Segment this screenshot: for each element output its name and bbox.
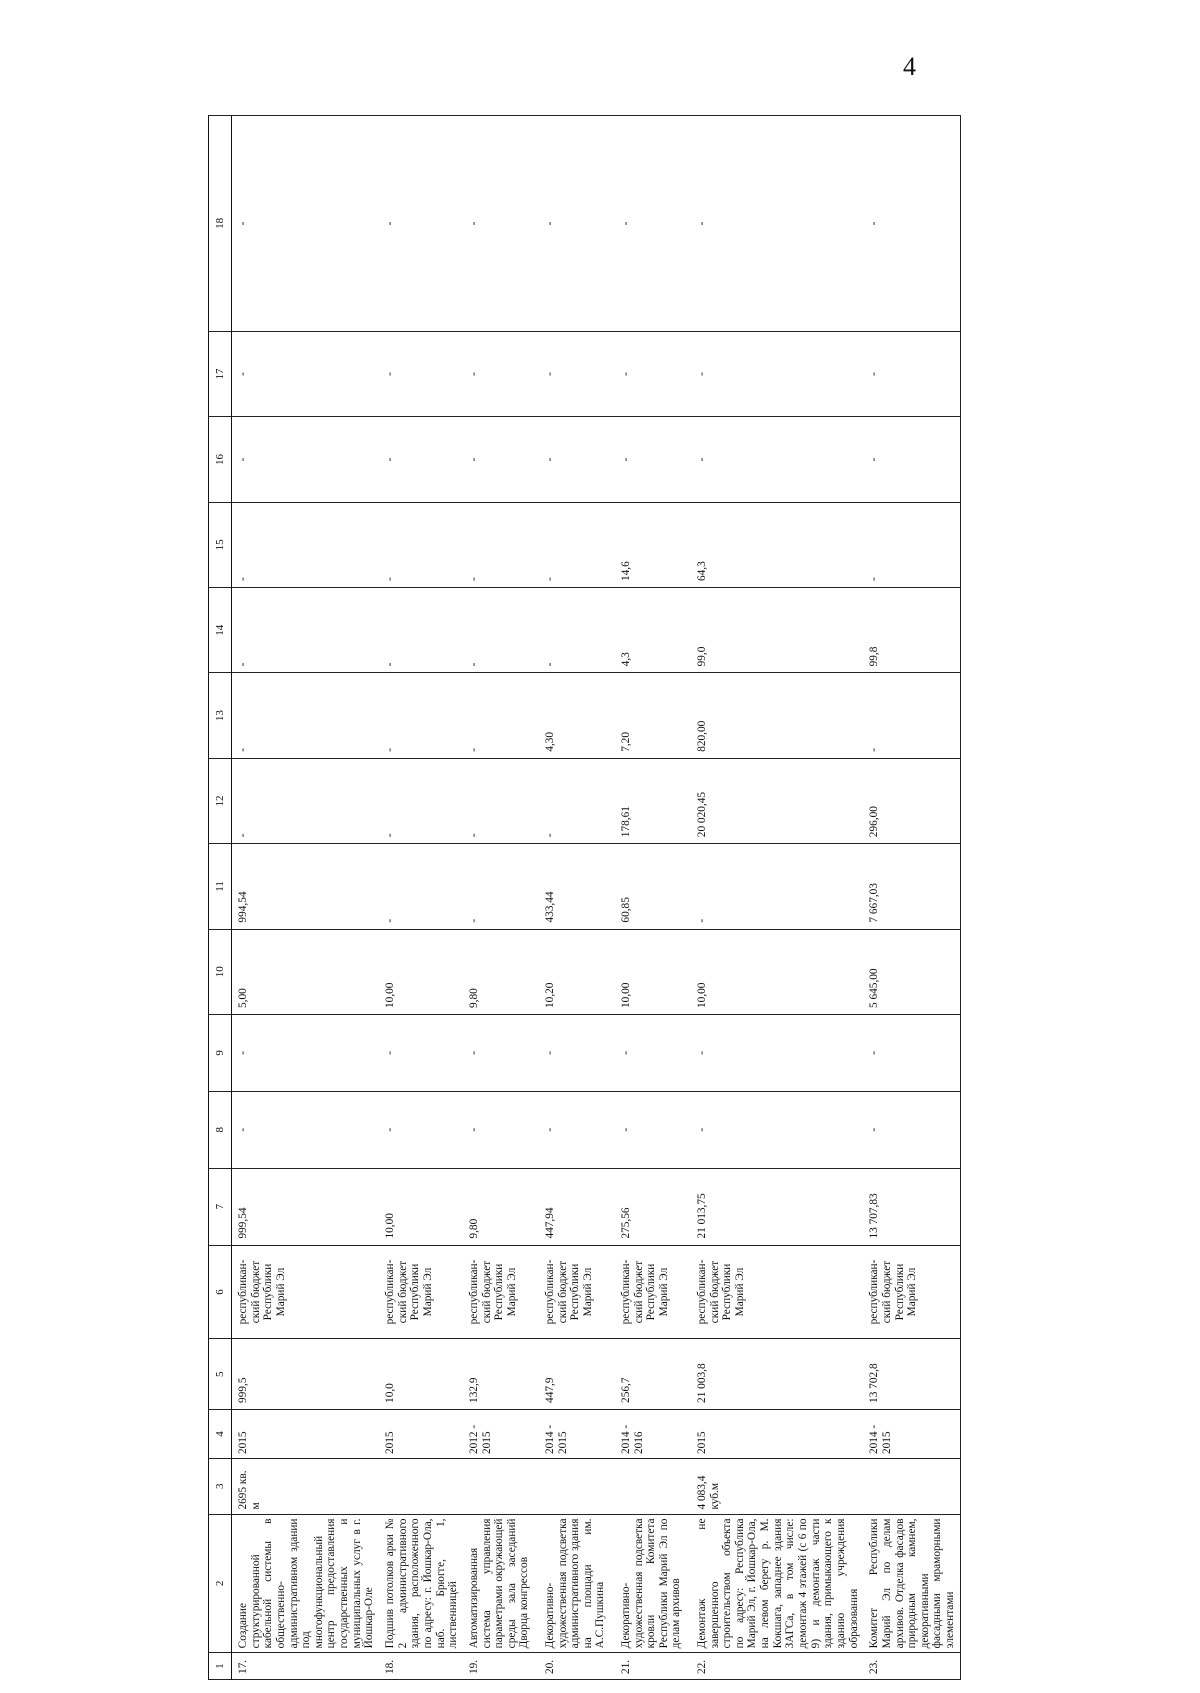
column-18-cell: -: [463, 116, 539, 332]
period-cell: 2012 - 2015: [463, 1409, 539, 1458]
table-row: [863, 116, 960, 1680]
estimated-cost-cell: 21 003,8: [691, 1339, 863, 1409]
table-row: [463, 116, 539, 1680]
column-17-cell: -: [232, 331, 380, 416]
object-description-cell: Демонтаж не завершенного строительством объекта по адресу: Республика Марий Эл, г. Йошкар-Ола, на левом берегу р. М. Кокшага, западнее здания ЗАГСа, в том числе: демонтаж 4 этажей (с 6 по 9) и демонтаж части здания, примыкающего к зданию учреждения образования: [691, 1514, 863, 1653]
object-description-cell: Комитет Республики Марий Эл по делам архивов. Отделка фасадов природным камнем, декоративными фасадными мраморными элементами: [863, 1514, 960, 1653]
column-header-6: 6: [209, 1245, 232, 1339]
column-header-8: 8: [209, 1091, 232, 1168]
column-17-cell: -: [691, 331, 863, 416]
total-funding-cell: 13 707,83: [863, 1168, 960, 1245]
capacity-cell: [539, 1459, 615, 1515]
column-18-cell: -: [539, 116, 615, 332]
table-body: [232, 116, 961, 1680]
row-number-cell: 21.: [615, 1653, 691, 1680]
column-15-cell: 64,3: [691, 502, 863, 587]
column-15-cell: 14,6: [615, 502, 691, 587]
column-header-18: 18: [209, 116, 232, 332]
column-13-cell: 820,00: [691, 673, 863, 758]
period-cell: 2014 - 2015: [863, 1409, 960, 1458]
capacity-cell: 4 083,4 куб.м: [691, 1459, 863, 1515]
capacity-cell: [463, 1459, 539, 1515]
funding-source-cell: республикан- ский бюджет Республики Марий Эл: [615, 1245, 691, 1339]
column-8-cell: -: [379, 1091, 463, 1168]
table-row: [691, 116, 863, 1680]
capacity-cell: [379, 1459, 463, 1515]
period-cell: 2015: [232, 1409, 380, 1458]
estimated-cost-cell: 447,9: [539, 1339, 615, 1409]
column-10-cell: 10,00: [615, 929, 691, 1014]
total-funding-cell: 275,56: [615, 1168, 691, 1245]
column-11-cell: -: [463, 844, 539, 929]
column-11-cell: 433,44: [539, 844, 615, 929]
column-10-cell: 10,00: [379, 929, 463, 1014]
capacity-cell: [615, 1459, 691, 1515]
column-14-cell: -: [463, 588, 539, 673]
column-header-2: 2: [209, 1514, 232, 1653]
column-header-3: 3: [209, 1459, 232, 1515]
estimated-cost-cell: 999,5: [232, 1339, 380, 1409]
column-13-cell: -: [379, 673, 463, 758]
column-13-cell: 7,20: [615, 673, 691, 758]
column-9-cell: -: [863, 1014, 960, 1091]
object-description-cell: Автоматизированная система управления параметрами окружающей среды зала заседаний Дворца конгрессов: [463, 1514, 539, 1653]
row-number-cell: 23.: [863, 1653, 960, 1680]
column-12-cell: 296,00: [863, 758, 960, 843]
funding-source-cell: республикан- ский бюджет Республики Марий Эл: [539, 1245, 615, 1339]
table-row: [232, 116, 380, 1680]
estimated-cost-cell: 10,0: [379, 1339, 463, 1409]
column-14-cell: -: [232, 588, 380, 673]
column-16-cell: -: [615, 417, 691, 502]
column-16-cell: -: [539, 417, 615, 502]
column-18-cell: -: [691, 116, 863, 332]
column-14-cell: 99,8: [863, 588, 960, 673]
funding-source-cell: республикан- ский бюджет Республики Марий Эл: [691, 1245, 863, 1339]
column-header-16: 16: [209, 417, 232, 502]
object-description-cell: Подшив потолков арки № 2 административного здания, расположенного по адресу: г. Йошкар-Ола, наб. Брюгге, 1, лиственницей: [379, 1514, 463, 1653]
column-18-cell: -: [863, 116, 960, 332]
column-13-cell: -: [232, 673, 380, 758]
column-number-row: [209, 116, 232, 1680]
row-number-cell: 18.: [379, 1653, 463, 1680]
column-11-cell: -: [691, 844, 863, 929]
column-16-cell: -: [691, 417, 863, 502]
capacity-cell: [863, 1459, 960, 1515]
column-13-cell: -: [463, 673, 539, 758]
column-16-cell: -: [379, 417, 463, 502]
column-8-cell: -: [615, 1091, 691, 1168]
column-16-cell: -: [463, 417, 539, 502]
total-funding-cell: 10,00: [379, 1168, 463, 1245]
column-17-cell: -: [463, 331, 539, 416]
row-number-cell: 19.: [463, 1653, 539, 1680]
column-8-cell: -: [863, 1091, 960, 1168]
column-14-cell: -: [379, 588, 463, 673]
column-9-cell: -: [463, 1014, 539, 1091]
column-11-cell: 60,85: [615, 844, 691, 929]
column-10-cell: 5,00: [232, 929, 380, 1014]
column-9-cell: -: [691, 1014, 863, 1091]
column-header-17: 17: [209, 331, 232, 416]
column-header-12: 12: [209, 758, 232, 843]
funding-source-cell: республикан- ский бюджет Республики Марий Эл: [379, 1245, 463, 1339]
period-cell: 2014 - 2016: [615, 1409, 691, 1458]
column-17-cell: -: [863, 331, 960, 416]
column-11-cell: 7 667,03: [863, 844, 960, 929]
column-10-cell: 10,00: [691, 929, 863, 1014]
column-15-cell: -: [232, 502, 380, 587]
column-header-14: 14: [209, 588, 232, 673]
column-header-5: 5: [209, 1339, 232, 1409]
column-14-cell: 4,3: [615, 588, 691, 673]
column-17-cell: -: [539, 331, 615, 416]
column-15-cell: -: [379, 502, 463, 587]
column-15-cell: -: [463, 502, 539, 587]
funding-source-cell: республикан- ский бюджет Республики Марий Эл: [463, 1245, 539, 1339]
period-cell: 2014 - 2015: [539, 1409, 615, 1458]
column-18-cell: -: [232, 116, 380, 332]
column-16-cell: -: [863, 417, 960, 502]
column-12-cell: -: [463, 758, 539, 843]
column-header-13: 13: [209, 673, 232, 758]
column-8-cell: -: [691, 1091, 863, 1168]
period-cell: 2015: [691, 1409, 863, 1458]
column-17-cell: -: [615, 331, 691, 416]
column-11-cell: 994,54: [232, 844, 380, 929]
column-14-cell: -: [539, 588, 615, 673]
period-cell: 2015: [379, 1409, 463, 1458]
page-number: 4: [903, 52, 916, 81]
total-funding-cell: 21 013,75: [691, 1168, 863, 1245]
column-14-cell: 99,0: [691, 588, 863, 673]
column-16-cell: -: [232, 417, 380, 502]
estimated-cost-cell: 132,9: [463, 1339, 539, 1409]
column-10-cell: 10,20: [539, 929, 615, 1014]
column-header-11: 11: [209, 844, 232, 929]
column-12-cell: -: [539, 758, 615, 843]
column-header-7: 7: [209, 1168, 232, 1245]
column-13-cell: 4,30: [539, 673, 615, 758]
total-funding-cell: 999,54: [232, 1168, 380, 1245]
row-number-cell: 20.: [539, 1653, 615, 1680]
column-8-cell: -: [463, 1091, 539, 1168]
capacity-cell: 2695 кв. м: [232, 1459, 380, 1515]
total-funding-cell: 447,94: [539, 1168, 615, 1245]
column-header-9: 9: [209, 1014, 232, 1091]
column-9-cell: -: [615, 1014, 691, 1091]
row-number-cell: 17.: [232, 1653, 380, 1680]
column-11-cell: -: [379, 844, 463, 929]
column-15-cell: -: [539, 502, 615, 587]
object-description-cell: Декоративно-художественная подсветка административного здания на площади им. А.С.Пушкина: [539, 1514, 615, 1653]
estimated-cost-cell: 13 702,8: [863, 1339, 960, 1409]
object-description-cell: Декоративно-художественная подсветка кровли Комитета Республики Марий Эл по делам архивов: [615, 1514, 691, 1653]
column-18-cell: -: [379, 116, 463, 332]
column-17-cell: -: [379, 331, 463, 416]
column-12-cell: -: [379, 758, 463, 843]
column-12-cell: 20 020,45: [691, 758, 863, 843]
column-13-cell: -: [863, 673, 960, 758]
table-row: [539, 116, 615, 1680]
column-8-cell: -: [539, 1091, 615, 1168]
estimated-cost-cell: 256,7: [615, 1339, 691, 1409]
column-8-cell: -: [232, 1091, 380, 1168]
column-9-cell: -: [379, 1014, 463, 1091]
row-number-cell: 22.: [691, 1653, 863, 1680]
table-row: [615, 116, 691, 1680]
column-header-15: 15: [209, 502, 232, 587]
table-row: [379, 116, 463, 1680]
funding-source-cell: республикан- ский бюджет Республики Марий Эл: [863, 1245, 960, 1339]
column-12-cell: 178,61: [615, 758, 691, 843]
object-description-cell: Создание структурированной кабельной системы в общественно-административном здании под многофункциональный центр предоставления государственных и муниципальных услуг в г. Йошкар-Оле: [232, 1514, 380, 1653]
column-header-4: 4: [209, 1409, 232, 1458]
column-9-cell: -: [539, 1014, 615, 1091]
column-18-cell: -: [615, 116, 691, 332]
column-10-cell: 9,80: [463, 929, 539, 1014]
column-header-1: 1: [209, 1653, 232, 1680]
total-funding-cell: 9,80: [463, 1168, 539, 1245]
column-10-cell: 5 645,00: [863, 929, 960, 1014]
column-12-cell: -: [232, 758, 380, 843]
funding-source-cell: республикан- ский бюджет Республики Марий Эл: [232, 1245, 380, 1339]
investment-objects-table: [208, 115, 961, 1680]
column-15-cell: -: [863, 502, 960, 587]
column-header-10: 10: [209, 929, 232, 1014]
rotated-table-page: [208, 115, 1014, 1680]
column-9-cell: -: [232, 1014, 380, 1091]
